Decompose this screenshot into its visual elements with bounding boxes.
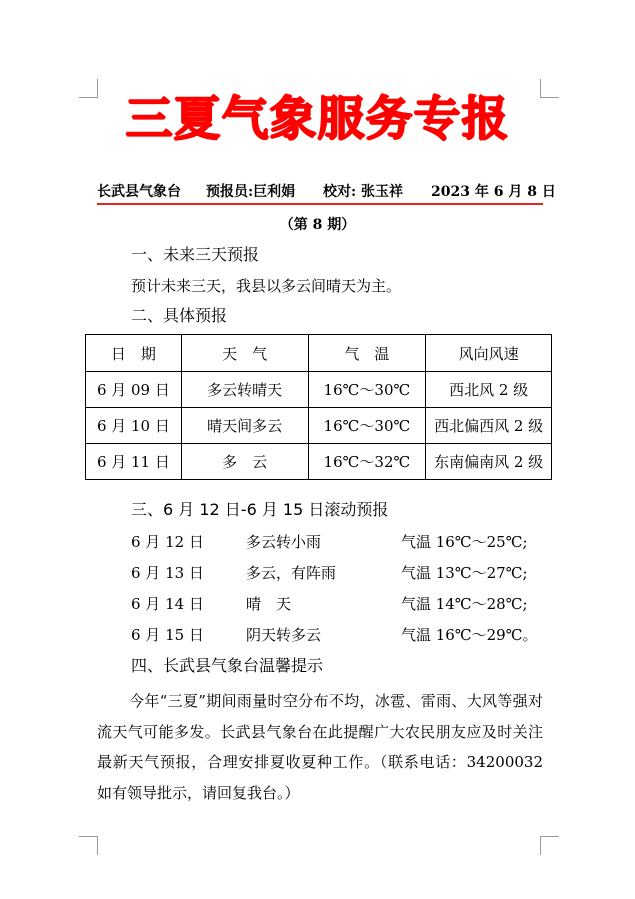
rolling-date: 6 月 12 日 [131,533,204,551]
header-weather: 天 气 [181,335,308,372]
section-2-heading: 二、具体预报 [131,306,228,325]
forecast-table [85,334,552,480]
rolling-date: 6 月 13 日 [131,564,204,582]
cell-date: 6 月 09 日 [86,372,182,408]
cell-weather: 晴天间多云 [181,408,308,444]
rolling-temperature: 气温 14℃～28℃; [401,595,528,613]
document-title: 三夏气象服务专报 [125,92,510,147]
cell-date: 6 月 11 日 [86,444,182,480]
cell-wind: 东南偏南风 2 级 [426,444,552,480]
meta-forecaster: 预报员:巨利娟 [206,184,296,200]
rolling-temperature: 气温 13℃～27℃; [401,564,528,582]
table-row [86,444,552,480]
table-header-row [86,335,552,372]
section-1-heading: 一、未来三天预报 [131,245,260,264]
section-1-text: 预计未来三天，我县以多云间晴天为主。 [131,277,402,295]
rolling-weather: 阴天转多云 [246,626,322,644]
rolling-temperature: 气温 16℃～25℃; [401,533,528,551]
cell-temperature: 16℃～30℃ [308,372,426,408]
header-temperature: 气 温 [308,335,426,372]
red-rule-line [97,203,543,205]
header-wind: 风向风速 [426,335,552,372]
rolling-date: 6 月 14 日 [131,595,204,613]
section-3-heading: 三、6 月 12 日-6 月 15 日滚动预报 [131,500,389,519]
header-date: 日 期 [86,335,182,372]
rolling-date: 6 月 15 日 [131,626,204,644]
cell-weather: 多 云 [181,444,308,480]
cell-wind: 西北偏西风 2 级 [426,408,552,444]
rolling-weather: 多云，有阵雨 [246,564,337,582]
table-row [86,372,552,408]
rolling-weather: 多云转小雨 [246,533,322,551]
cell-weather: 多云转晴天 [181,372,308,408]
cell-temperature: 16℃～30℃ [308,408,426,444]
meta-proofreader: 校对: 张玉祥 [323,184,404,200]
section-4-text: 今年“三夏”期间雨量时空分布不均，冰雹、雷雨、大风等强对流天气可能多发。长武县气象台在此提醒广大农民朋友应及时关注最新天气预报，合理安排夏收夏种工作。（联系电话：34200032 如有领导批示，请回复我台。） [97,692,543,802]
cell-date: 6 月 10 日 [86,408,182,444]
section-4-heading: 四、长武县气象台温馨提示 [131,656,324,675]
meta-station: 长武县气象台 [97,184,181,200]
rolling-temperature: 气温 16℃～29℃。 [401,626,538,644]
crop-mark-bottom-right [540,836,559,855]
cell-wind: 西北风 2 级 [426,372,552,408]
table-row [86,408,552,444]
meta-date: 2023 年 6 月 8 日 [431,184,556,200]
issue-number: （第 8 期） [279,217,356,233]
rolling-weather: 晴 天 [246,595,292,613]
crop-mark-bottom-left [79,836,98,855]
cell-temperature: 16℃～32℃ [308,444,426,480]
